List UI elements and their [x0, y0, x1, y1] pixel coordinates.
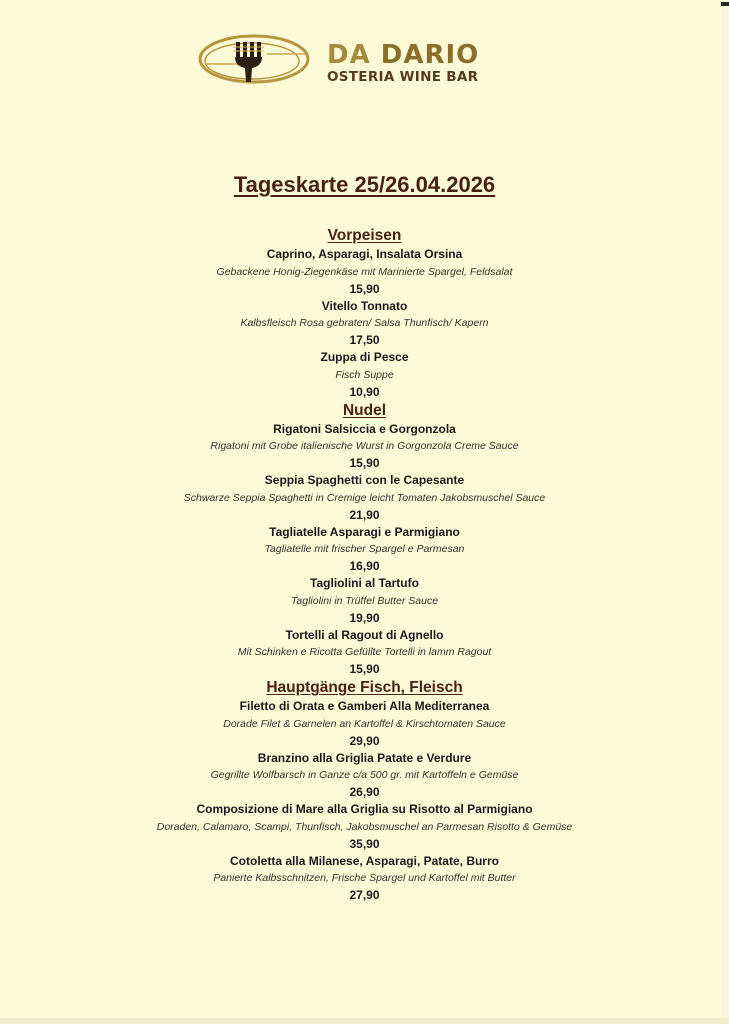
menu-item	[0, 349, 729, 401]
item-name: Vitello Tonnato	[321, 298, 408, 313]
section-title-vorspeisen: Vorpeisen	[327, 227, 402, 244]
item-price: 15,90	[349, 456, 380, 470]
item-price: 19,90	[349, 610, 380, 625]
item-description: Rigatoni mit Grobe italienische Wurst in Gorgonzola Creme Sauce	[210, 440, 519, 452]
item-price: 21,90	[349, 507, 380, 522]
menu-item	[0, 298, 729, 350]
item-price: 35,90	[349, 836, 380, 851]
section-title-hauptgaenge: Hauptgänge Fisch, Fleisch	[266, 679, 463, 696]
page-title: Tageskarte 25/26.04.2026	[233, 172, 496, 197]
brand-name-part1: DA	[327, 40, 371, 70]
brand-name-part2: DARIO	[380, 40, 480, 70]
menu-item	[0, 750, 729, 802]
menu-item	[0, 853, 729, 905]
item-description: Schwarze Seppia Spaghetti in Cremige leicht Tomaten Jakobsmuschel Sauce	[183, 491, 546, 504]
item-name: Filetto di Orata e Gamberi Alla Mediterranea	[239, 699, 490, 713]
item-name: Seppia Spaghetti con le Capesante	[264, 473, 465, 487]
menu-item	[0, 524, 729, 576]
item-price: 15,90	[349, 662, 380, 676]
item-name: Zuppa di Pesce	[320, 350, 409, 364]
item-description: Panierte Kalbsschnitzen, Frische Spargel und Kartoffel mit Butter	[213, 872, 516, 884]
item-name: Tagliatelle Asparagi e Parmigiano	[269, 524, 460, 539]
item-description: Doraden, Calamaro, Scampi, Thunfisch, Jakobsmuschel an Parmesan Risotto & Gemüse	[156, 820, 573, 833]
section-title-nudel: Nudel	[342, 401, 387, 419]
item-price: 15,90	[349, 281, 380, 296]
item-name: Rigatoni Salsiccia e Gorgonzola	[273, 421, 456, 436]
item-name: Caprino, Asparagi, Insalata Orsina	[266, 247, 463, 261]
menu-item	[0, 698, 729, 750]
item-name: Tortelli al Ragout di Agnello	[285, 627, 444, 642]
item-price: 27,90	[349, 888, 380, 902]
menu-item	[0, 472, 729, 524]
item-description: Mit Schinken e Ricotta Gefüllte Tortelli in lamm Ragout	[237, 646, 492, 658]
menu-item	[0, 801, 729, 853]
item-price: 29,90	[349, 733, 380, 748]
item-name: Composizione di Mare alla Griglia su Risotto al Parmigiano	[196, 802, 533, 816]
restaurant-subtitle: OSTERIA WINE BAR	[327, 69, 479, 85]
menu-item	[0, 575, 729, 627]
item-price: 16,90	[349, 559, 380, 573]
item-price: 17,50	[349, 333, 380, 347]
item-price: 10,90	[349, 384, 380, 399]
item-price: 26,90	[349, 785, 380, 799]
item-description: Fisch Suppe	[335, 368, 394, 381]
restaurant-logo	[197, 30, 517, 90]
brand-block	[327, 42, 479, 85]
scan-corner-mark	[721, 2, 729, 6]
menu-item	[0, 246, 729, 298]
item-name: Tagliolini al Tartufo	[310, 576, 419, 590]
scan-edge-bottom	[0, 1018, 729, 1024]
item-description: Tagliatelle mit frischer Spargel e Parmesan	[264, 543, 465, 555]
item-description: Tagliolini in Trüffel Butter Sauce	[290, 594, 439, 607]
item-description: Kalbsfleisch Rosa gebraten/ Salsa Thunfisch/ Kapern	[240, 317, 489, 329]
fork-emblem-icon	[197, 30, 317, 90]
menu-list	[0, 226, 729, 904]
item-description: Gebackene Honig-Ziegenkäse mit Marinierte Spargel, Feldsalat	[216, 265, 513, 278]
menu-item	[0, 421, 729, 473]
restaurant-name	[327, 42, 479, 68]
menu-item	[0, 627, 729, 679]
item-description: Dorade Filet & Garnelen an Kartoffel & Kirschtomaten Sauce	[223, 717, 506, 730]
item-name: Cotoletta alla Milanese, Asparagi, Patate, Burro	[230, 853, 499, 868]
item-description: Gegrillte Wolfbarsch in Ganze c/a 500 gr. mit Kartoffeln e Gemüse	[210, 769, 519, 781]
item-name: Branzino alla Griglia Patate e Verdure	[257, 750, 472, 765]
